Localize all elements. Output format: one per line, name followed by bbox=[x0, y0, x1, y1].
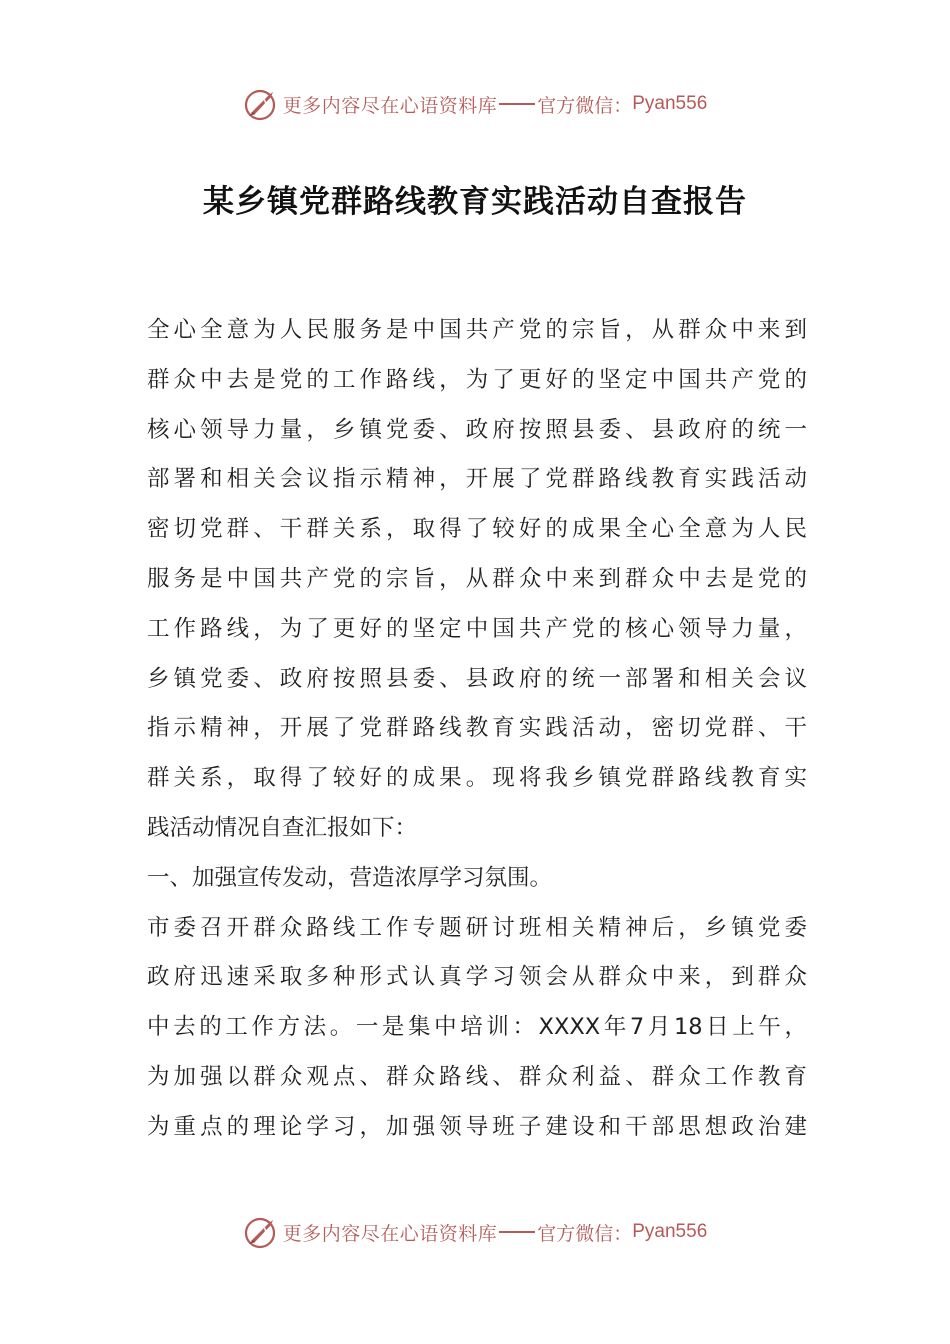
body-line: 中去的工作方法。一是集中培训：XXXX年7月18日上午， bbox=[147, 1014, 807, 1041]
body-line: 服务是中国共产党的宗旨，从群众中来到群众中去是党的 bbox=[147, 565, 807, 592]
body-line: 乡镇党委、政府按照县委、县政府的统一部署和相关会议 bbox=[147, 665, 807, 692]
body-line: 密切党群、干群关系，取得了较好的成果全心全意为人民 bbox=[147, 516, 807, 543]
body-line: 政府迅速采取多种形式认真学习领会从群众中来，到群众 bbox=[147, 964, 807, 991]
section-heading: 一、加强宣传发动，营造浓厚学习氛围。 bbox=[147, 864, 553, 891]
banner-official-label: 官方微信： bbox=[537, 94, 633, 117]
pen-logo-icon bbox=[243, 86, 279, 122]
banner-dash bbox=[499, 103, 535, 105]
body-line: 践活动情况自查汇报如下： bbox=[147, 814, 418, 841]
body-line: 市委召开群众路线工作专题研讨班相关精神后，乡镇党委 bbox=[147, 914, 807, 941]
document-body bbox=[147, 306, 807, 1153]
banner-account: Pyan556 bbox=[632, 93, 708, 114]
header-banner bbox=[0, 82, 950, 126]
banner-dash bbox=[499, 1231, 535, 1233]
body-line: 群关系，取得了较好的成果。现将我乡镇党群路线教育实 bbox=[147, 765, 807, 792]
banner-account: Pyan556 bbox=[632, 1221, 708, 1242]
body-line: 群众中去是党的工作路线，为了更好的坚定中国共产党的 bbox=[147, 366, 807, 393]
document-title: 某乡镇党群路线教育实践活动自查报告 bbox=[203, 184, 747, 220]
banner-text: 更多内容尽在心语资料库 bbox=[282, 1222, 498, 1245]
banner-text: 更多内容尽在心语资料库 bbox=[282, 94, 498, 117]
pen-logo-icon bbox=[243, 1214, 279, 1250]
body-line: 部署和相关会议指示精神，开展了党群路线教育实践活动 bbox=[147, 466, 807, 493]
body-line: 工作路线，为了更好的坚定中国共产党的核心领导力量， bbox=[147, 615, 807, 642]
body-line: 全心全意为人民服务是中国共产党的宗旨，从群众中来到 bbox=[147, 317, 807, 343]
body-line: 为重点的理论学习，加强领导班子建设和干部思想政治建 bbox=[147, 1113, 807, 1140]
body-line: 核心领导力量，乡镇党委、政府按照县委、县政府的统一 bbox=[147, 416, 807, 443]
footer-banner bbox=[0, 1210, 950, 1254]
banner-official-label: 官方微信： bbox=[537, 1222, 633, 1245]
body-line: 为加强以群众观点、群众路线、群众利益、群众工作教育 bbox=[147, 1063, 807, 1090]
body-line: 指示精神，开展了党群路线教育实践活动，密切党群、干 bbox=[147, 715, 807, 742]
